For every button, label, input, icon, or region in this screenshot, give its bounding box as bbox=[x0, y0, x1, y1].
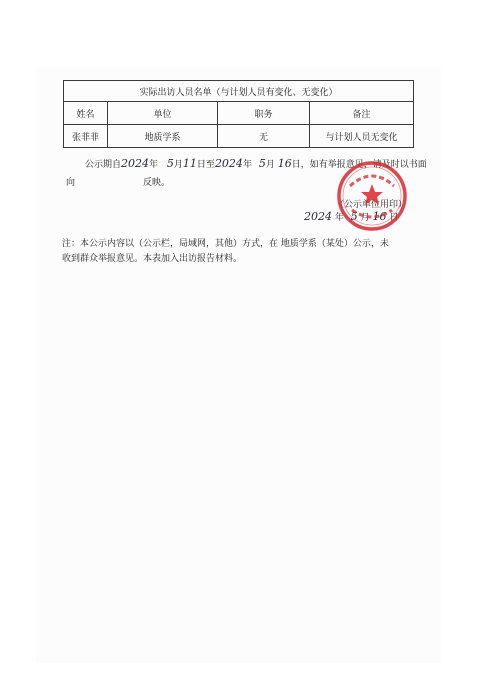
handwritten-sign-month: 5 bbox=[350, 210, 358, 223]
cell-name: 张菲菲 bbox=[64, 125, 108, 148]
official-red-seal bbox=[336, 160, 408, 232]
visitor-list-table bbox=[63, 80, 414, 148]
seal-label: （公示单位用印） bbox=[335, 200, 408, 210]
notice-month-char-2: 月 bbox=[265, 160, 275, 170]
notice-to: 日至 bbox=[196, 160, 215, 170]
handwritten-sign-day: 16 bbox=[372, 210, 387, 223]
handwritten-end-day: 16 bbox=[277, 157, 292, 170]
handwritten-start-year: 2024 bbox=[121, 157, 150, 170]
notice-suffix: 日，如有举报意见，请及时以书面 bbox=[291, 160, 427, 170]
notice-year-char: 年 bbox=[149, 160, 159, 170]
handwritten-end-year: 2024 bbox=[214, 157, 243, 170]
header-remarks: 备注 bbox=[310, 102, 414, 125]
footnote-line-2: 收到群众举报意见。本表加入出访报告材料。 bbox=[62, 254, 243, 264]
notice-month-char: 月 bbox=[173, 160, 183, 170]
notice-line-2-left: 向 bbox=[66, 178, 76, 188]
table-header-row bbox=[64, 102, 414, 125]
cell-unit: 地质学系 bbox=[108, 125, 218, 148]
handwritten-start-day: 11 bbox=[182, 157, 197, 170]
notice-line-2-right: 反映。 bbox=[143, 178, 171, 188]
cell-position: 无 bbox=[218, 125, 310, 148]
sign-day-char: 日 bbox=[389, 213, 399, 223]
sign-month-char: 月 bbox=[360, 213, 370, 223]
notice-prefix: 公示期自 bbox=[85, 160, 122, 170]
notice-year-char-2: 年 bbox=[242, 160, 252, 170]
table-title: 实际出访人员名单（与计划人员有变化、无变化） bbox=[64, 81, 414, 102]
sign-year-char: 年 bbox=[334, 213, 344, 223]
handwritten-start-month: 5 bbox=[166, 157, 174, 170]
handwritten-sign-year: 2024 bbox=[304, 210, 332, 223]
footnote-line-1: 注：本公示内容以（公示栏，局域网，其他）方式，在 地质学系（某处）公示，未 bbox=[62, 239, 389, 249]
header-unit: 单位 bbox=[108, 102, 218, 125]
header-name: 姓名 bbox=[64, 102, 108, 125]
header-position: 职务 bbox=[218, 102, 310, 125]
handwritten-end-month: 5 bbox=[258, 157, 266, 170]
cell-remarks: 与计划人员无变化 bbox=[310, 125, 414, 148]
table-row bbox=[64, 125, 414, 148]
